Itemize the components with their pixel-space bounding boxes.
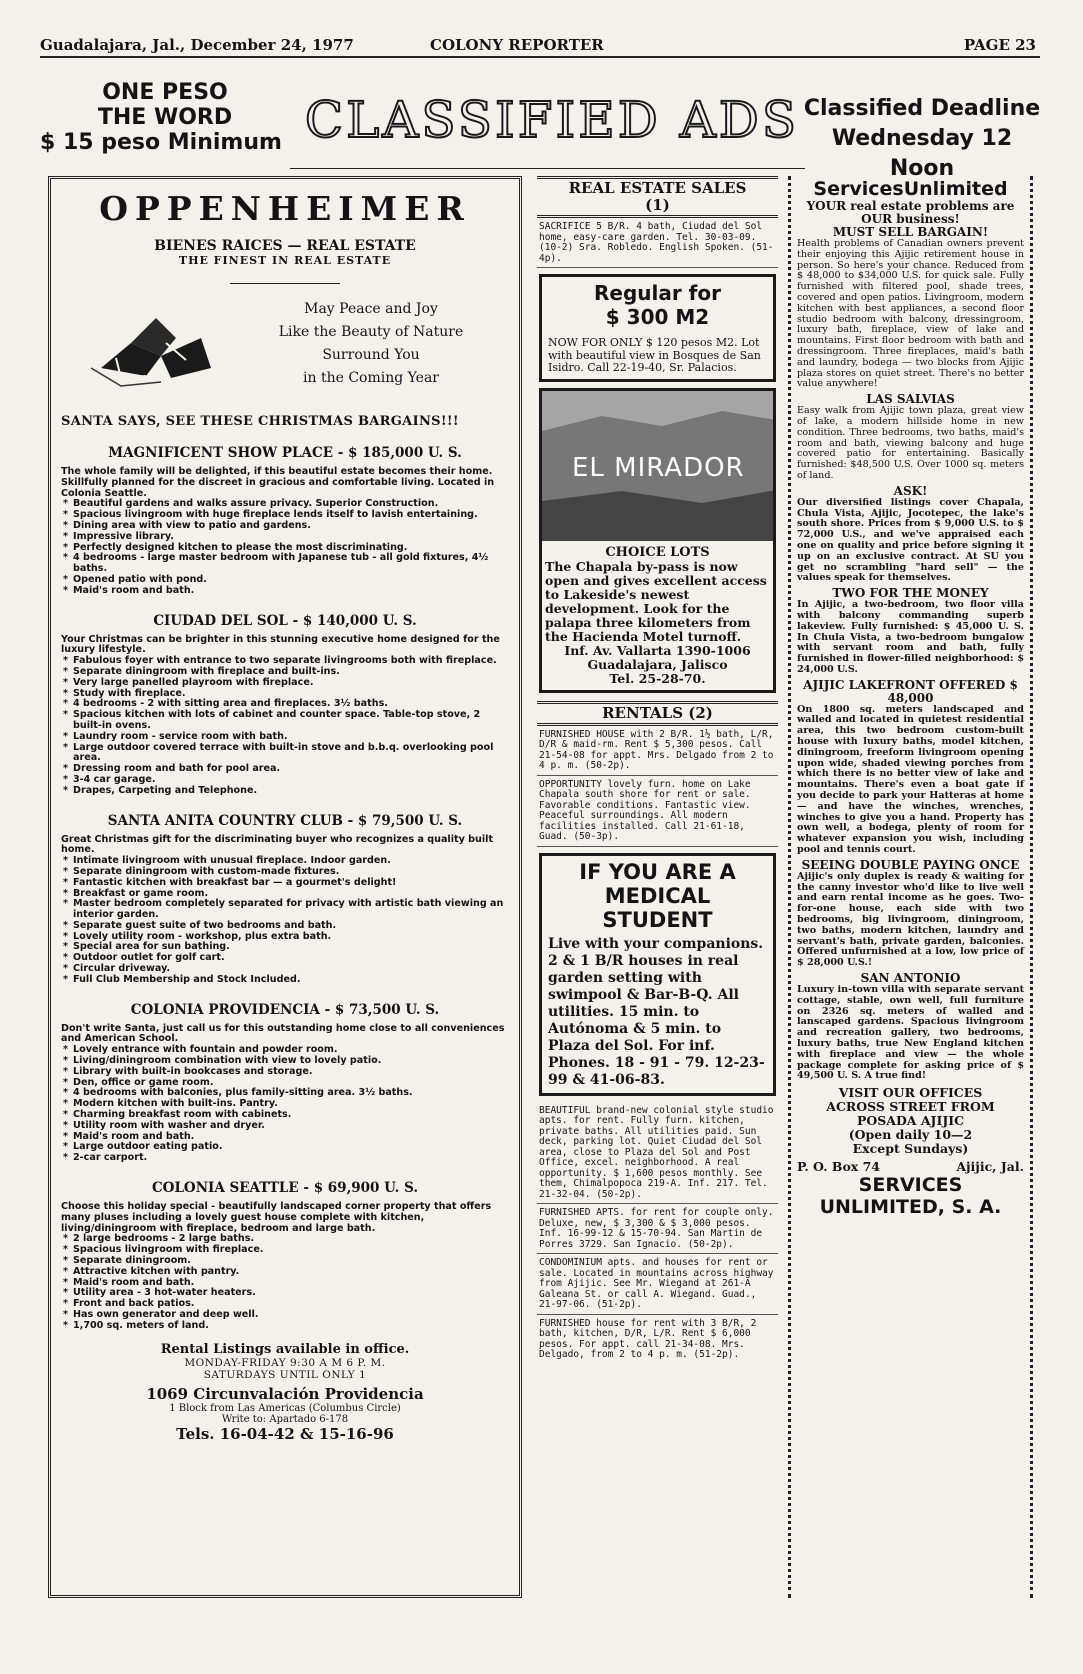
masthead-paper: COLONY REPORTER <box>430 36 604 54</box>
feature-item: * Very large panelled playroom with fireplace. <box>61 678 509 689</box>
classified-rental: FURNISHED house for rent with 3 B/R, 2 bath, kitchen, D/R, L/R. Rent $ 6,000 pesos. For appt. call 21-34-08. Mrs. Delgado, from 2 to 4 p. m. (51-2p). <box>539 1317 757 1360</box>
office-footer <box>61 1342 509 1443</box>
feature-item: * Master bedroom completely separated for privacy with artistic bath viewing an interior garden. <box>61 899 509 921</box>
property-description: Choose this holiday special - beautifully landscaped corner property that offers many pluses including a lovely guest house complete with kitchen, living/diningroom with fireplace, bedroom and large bath. <box>61 1201 492 1234</box>
feature-item: * Special area for sun bathing. <box>61 942 509 953</box>
property-features <box>61 1234 509 1331</box>
feature-item: * Maid's room and bath. <box>61 586 509 597</box>
mirador-address: Inf. Av. Vallarta 1390-1006 <box>564 642 751 658</box>
oppenheimer-ad <box>48 176 522 1598</box>
property-features <box>61 656 509 796</box>
feature-item: * Modern kitchen with built-ins. Pantry. <box>61 1099 509 1110</box>
listing-text: Easy walk from Ajijic town plaza, great view of lake, a modern hillside home in new condition. Three bedrooms, two baths, maid's room and bath, viewing balcony and huge covered patio for entertaining. Basically furnished: $48,500 U.S. Over 1000 sq. meters of land. <box>797 405 1024 481</box>
feature-item: * Breakfast or game room. <box>61 889 509 900</box>
must-sell: MUST SELL BARGAIN! <box>832 225 989 239</box>
rate-box <box>40 80 290 155</box>
visit-line: ACROSS STREET FROM <box>826 1099 995 1115</box>
property-description: Great Christmas gift for the discriminating buyer who recognizes a quality built home. <box>61 833 494 856</box>
visit-line: Except Sundays) <box>852 1141 969 1157</box>
feature-item: * Separate diningroom with custom-made fixtures. <box>61 867 509 878</box>
deadline-line-2: Wednesday 12 Noon <box>831 126 1013 181</box>
visit-line: VISIT OUR OFFICES <box>838 1085 983 1101</box>
footer-rental: Rental Listings available in office. <box>160 1341 410 1357</box>
property-title: COLONIA PROVIDENCIA - $ 73,500 U. S. <box>130 1001 440 1018</box>
listing-heading: AJIJIC LAKEFRONT OFFERED $ 48,000 <box>803 677 1018 705</box>
property-listings <box>61 445 509 1332</box>
feature-item: * Fabulous foyer with entrance to two separate livingrooms both with fireplace. <box>61 656 509 667</box>
mirador-ad <box>539 388 776 693</box>
property-description: Don't write Santa, just call us for this outstanding home close to all conveniences and American School. <box>61 1022 505 1045</box>
classified-rental: FURNISHED APTS. for rent for couple only. Deluxe, new, $ 3,300 & $ 3,000 pesos. Inf. 16-99-12 & 15-70-94. San Martin de Porres 3729. San Ignacio. (50-2p). <box>537 1204 778 1254</box>
feature-item: * Den, office or game room. <box>61 1078 509 1089</box>
greeting-line: Surround You <box>322 347 420 363</box>
rate-line-2: THE WORD <box>97 105 233 130</box>
feature-item: * Large outdoor eating patio. <box>61 1142 509 1153</box>
footer-address: 1069 Circunvalación Providencia <box>146 1384 424 1403</box>
property-features <box>61 856 509 986</box>
feature-item: * 4 bedrooms - large master bedroom with Japanese tub - all gold fixtures, 4½ baths. <box>61 553 509 575</box>
listing-text: Luxury in-town villa with separate servant cottage, stable, own well, full furniture on 2326 sq. meters of walled and lanscaped gardens. Spacious livingroom and recreation gallery, two bedrooms, luxury baths, true New England kitchen with fireplace and view — the whole package complete for asking price of $ 49,500 U. S. A true find! <box>797 984 1024 1082</box>
feature-item: * Separate diningroom with fireplace and built-ins. <box>61 667 509 678</box>
rentals-header: RENTALS (2) <box>537 701 778 726</box>
medical-student-ad <box>539 853 776 1096</box>
feature-item: * 3-4 car garage. <box>61 775 509 786</box>
feature-item: * 4 bedrooms with balconies, plus family-sitting area. 3½ baths. <box>61 1088 509 1099</box>
feature-item: * Spacious livingroom with fireplace. <box>61 1245 509 1256</box>
feature-item: * 1,700 sq. meters of land. <box>61 1321 509 1332</box>
feature-item: * Intimate livingroom with unusual fireplace. Indoor garden. <box>61 856 509 867</box>
footer-block: 1 Block from Las Americas (Columbus Circle) <box>169 1402 401 1414</box>
feature-item: * Maid's room and bath. <box>61 1278 509 1289</box>
visit-offices <box>797 1086 1024 1156</box>
header-label: REAL ESTATE SALES <box>568 179 747 197</box>
feature-item: * Laundry room - service room with bath. <box>61 732 509 743</box>
listing-heading: TWO FOR THE MONEY <box>832 586 989 601</box>
feature-item: * Outdoor outlet for golf cart. <box>61 953 509 964</box>
services-footer-2: UNLIMITED, S. A. <box>819 1196 1002 1219</box>
feature-item: * Utility room with washer and dryer. <box>61 1121 509 1132</box>
greeting-line: Like the Beauty of Nature <box>278 324 464 340</box>
mirador-text: The Chapala by-pass is now open and gives excellent access to Lakeside's newest development. Look for the palapa three kilometers from the Hacienda Motel turnoff. <box>545 558 767 644</box>
classified-rental: FURNISHED HOUSE with 2 B/R. 1½ bath, L/R, D/R & maid-rm. Rent $ 5,300 pesos. Call 21-54-08 for appt. Mrs. Delgado from 2 to 4 p. m. (50-2p). <box>537 726 778 776</box>
footer-tels: Tels. 16-04-42 & 15-16-96 <box>176 1424 394 1443</box>
section-title: CLASSIFIED ADS <box>304 91 800 149</box>
feature-item: * Maid's room and bath. <box>61 1132 509 1143</box>
feature-item: * 4 bedrooms - 2 with sitting area and fireplaces. 3½ baths. <box>61 699 509 710</box>
po-box-line <box>797 1160 1024 1174</box>
services-footer-1: SERVICES <box>858 1174 963 1197</box>
classified-rental: BEAUTIFUL brand-new colonial style studio apts. for rent. Fully furn. kitchen, private baths. All utilities paid. Sun deck, parking lot. Quiet Ciudad del Sol area, close to Plaza del Sol and Post Office, excel. neighborhood. A real opportunity. $ 1,600 pesos monthly. See them, Chimalpopoca 219-A. Inf. 217. Tel. 21-32-04. (50-2p). <box>537 1102 778 1205</box>
feature-item: * Fantastic kitchen with breakfast bar — a gourmet's delight! <box>61 878 509 889</box>
middle-column <box>537 176 778 1598</box>
feature-item: * Full Club Membership and Stock Included. <box>61 975 509 986</box>
property-title: COLONIA SEATTLE - $ 69,900 U. S. <box>151 1180 419 1197</box>
footer-saturday: SATURDAYS UNTIL ONLY 1 <box>203 1368 367 1381</box>
feature-item: * Dressing room and bath for pool area. <box>61 764 509 775</box>
property-title: CIUDAD DEL SOL - $ 140,000 U. S. <box>153 612 417 629</box>
property-features <box>61 1045 509 1164</box>
po-box: P. O. Box 74 <box>797 1159 880 1175</box>
regular-text: NOW FOR ONLY $ 120 pesos M2. Lot with beautiful view in Bosques de San Isidro. Call 22-19-40, Sr. Palacios. <box>548 336 761 374</box>
med-head-2: MEDICAL <box>604 883 711 908</box>
intro: YOUR real estate problems are OUR business! <box>806 199 1015 226</box>
feature-item: * Beautiful gardens and walks assure privacy. Superior Construction. <box>61 499 509 510</box>
classified-rental: OPPORTUNITY lovely furn. home on Lake Chapala south shore for rent or sale. Favorable conditions. Fantastic view. Peaceful surroundings. All modern facilities installed. Call 21-61-18, Guad. (50-3p). <box>537 776 778 847</box>
feature-item: * Has own generator and deep well. <box>61 1310 509 1321</box>
masthead <box>40 36 1040 58</box>
regular-price: $ 300 M2 <box>605 305 710 329</box>
footer-hours: MONDAY-FRIDAY 9:30 A M 6 P. M. <box>184 1356 386 1369</box>
listing-text: Ajijic's only duplex is ready & waiting for the canny investor who'd like to live well and earn rental income as he goes. Two-for-one house, each side with two bedrooms, big livingroom, diningroom, two baths, modern kitchen, laundry and servant's bath, private garden, balconies. Offered unfurnished at a low, low price of $ 28,000 U.S.! <box>797 870 1024 969</box>
feature-item: * Lovely utility room - workshop, plus extra bath. <box>61 932 509 943</box>
classified-rental: CONDOMINIUM apts. and houses for rent or sale. Located in mountains across highway from Ajijic. See Mr. Wiegand at 261-A Galeana St. or call A. Wiegand. Guad., 21-97-06. (51-2p). <box>537 1254 778 1315</box>
property-features <box>61 499 509 596</box>
feature-item: * Charming breakfast room with cabinets. <box>61 1110 509 1121</box>
feature-item: * Study with fireplace. <box>61 689 509 700</box>
feature-item: * Circular driveway. <box>61 964 509 975</box>
med-text: Live with your companions. 2 & 1 B/R houses in real garden setting with swimpool & Bar-B-Q. All utilities. 15 min. to Autónoma & 5 min. to Plaza del Sol. For inf. Phones. 18 - 91 - 79. 12-23-99 & 41-06-83. <box>548 935 765 1088</box>
feature-item: * Library with built-in bookcases and storage. <box>61 1067 509 1078</box>
oppenheimer-sub-2: THE FINEST IN REAL ESTATE <box>178 254 392 267</box>
santa-headline: SANTA SAYS, SEE THESE CHRISTMAS BARGAINS!!! <box>61 414 459 429</box>
choice-lots: CHOICE LOTS <box>605 544 710 560</box>
greeting-line: in the Coming Year <box>303 370 439 386</box>
listing-heading: LAS SALVIAS <box>866 392 955 407</box>
property-description: The whole family will be delighted, if this beautiful estate becomes their home. Skillfully planned for the discreet in gracious and comfortable living. Located in Colonia Seattle. <box>61 466 495 499</box>
feature-item: * Large outdoor covered terrace with built-in stove and b.b.q. overlooking pool area. <box>61 743 509 765</box>
feature-item: * Dining area with view to patio and gardens. <box>61 521 509 532</box>
feature-item: * Front and back patios. <box>61 1299 509 1310</box>
feature-item: * Spacious kitchen with lots of cabinet and counter space. Table-top stove, 2 built-in ovens. <box>61 710 509 732</box>
greeting-text <box>261 298 481 408</box>
listing-text: Our diversified listings cover Chapala, Chula Vista, Ajijic, Jocotepec, the lake's south shore. Prices from $ 9,000 U.S. to $ 72,000 U.S., and we've appraised each one on quality and price before signing it up on an exclusive contract. At SU you get no scrambling "hard sell" — the values speak for themselves. <box>797 496 1024 584</box>
feature-item: * Impressive library. <box>61 532 509 543</box>
mirador-label: EL MIRADOR <box>572 452 745 483</box>
listing-heading: SAN ANTONIO <box>860 971 961 986</box>
visit-line: (Open daily 10—2 <box>848 1127 973 1143</box>
med-head-1: IF YOU ARE A <box>579 859 736 884</box>
divider <box>230 283 340 284</box>
feature-item: * Perfectly designed kitchen to please the most discriminating. <box>61 543 509 554</box>
property-title: SANTA ANITA COUNTRY CLUB - $ 79,500 U. S. <box>107 812 463 829</box>
poinsettia-illustration <box>61 298 261 408</box>
listing-text: On 1800 sq. meters landscaped and walled and located in quietest residential area, this two bedroom custom-built house with luxury baths, model kitchen, diningroom, freeform livingroom opening upon wide, shaded viewing porches from which there is no better view of lake and mountains. There's even a boat gate if you decide to park your Hatteras at home — and have the winches, wrenches, winches to give you a hand. Property has own well, a bodega, plenty of room for whatever expansion you wish, including pool and tennis court. <box>797 703 1024 856</box>
masthead-date: Guadalajara, Jal., December 24, 1977 <box>40 36 354 54</box>
feature-item: * Separate guest suite of two bedrooms and bath. <box>61 921 509 932</box>
po-city: Ajijic, Jal. <box>956 1159 1024 1175</box>
mirador-photo <box>542 391 773 541</box>
feature-item: * 2-car carport. <box>61 1153 509 1164</box>
oppenheimer-sub-1: BIENES RAICES — REAL ESTATE <box>154 238 416 254</box>
classified-banner <box>40 80 1041 181</box>
rate-line-3: $ 15 peso Minimum <box>40 130 282 155</box>
mirador-city: Guadalajara, Jalisco <box>587 656 728 672</box>
feature-item: * 2 large bedrooms - 2 large baths. <box>61 1234 509 1245</box>
greeting-line: May Peace and Joy <box>304 301 438 317</box>
deadline-line-1: Classified Deadline <box>803 96 1041 121</box>
listing-heading: SEEING DOUBLE PAYING ONCE <box>801 857 1020 872</box>
visit-line: POSADA AJIJIC <box>856 1113 965 1129</box>
rate-line-1: ONE PESO <box>102 80 228 105</box>
listing-heading: ASK! <box>893 483 928 498</box>
feature-item: * Attractive kitchen with pantry. <box>61 1267 509 1278</box>
med-head-3: STUDENT <box>602 907 713 932</box>
services-title: ServicesUnlimited <box>813 178 1008 200</box>
property-title: MAGNIFICENT SHOW PLACE - $ 185,000 U. S. <box>108 445 462 461</box>
feature-item: * Living/diningroom combination with view to lovely patio. <box>61 1056 509 1067</box>
greeting-block <box>61 298 509 408</box>
masthead-page: PAGE 23 <box>963 36 1036 54</box>
feature-item: * Lovely entrance with fountain and powder room. <box>61 1045 509 1056</box>
listing-text: In Ajijic, a two-bedroom, two floor villa with balcony commanding superb lakeview. Fully furnished: $ 45,000 U. S. In Chula Vista, a two-bedroom bungalow with servant room and bath, fully furnished in flower-filled neighborhood: $ 24,000 U.S. <box>797 599 1024 675</box>
banner-rule <box>290 168 805 169</box>
feature-item: * Drapes, Carpeting and Telephone. <box>61 786 509 797</box>
feature-item: * Spacious livingroom with huge fireplace lends itself to lavish entertaining. <box>61 510 509 521</box>
classified-sacrifice: SACRIFICE 5 B/R. 4 bath, Ciudad del Sol home, easy-care garden. Tel. 30-03-09. (10-2) Sra. Robledo. English Spoken. (51-4p). <box>537 218 778 268</box>
listing-text: Health problems of Canadian owners prevent their enjoying this Ajijic retirement house in person. So here's your chance. Reduced from $ 48,000 to $34,000 U.S. for quick sale. Fully furnished with filtered pool, shade trees, covered and open patios. Livingroom, modern kitchen with best appliances, a second floor studio bedroom with balcony, dressingroom, luxury bath, fireplace, view of lake and mountains. First floor bedroom with bath and dressingroom. Three fireplaces, maid's bath and laundry, bodega — two blocks from Ajijic plaza stores on quiet street. There's no better value anywhere! <box>797 238 1024 390</box>
oppenheimer-name: OPPENHEIMER <box>99 189 471 228</box>
feature-item: * Separate diningroom. <box>61 1256 509 1267</box>
deadline-box <box>802 94 1042 184</box>
mirador-phone: Tel. 25-28-70. <box>609 670 706 686</box>
feature-item: * Opened patio with pond. <box>61 575 509 586</box>
feature-item: * Utility area - 3 hot-water heaters. <box>61 1288 509 1299</box>
regular-head: Regular for <box>593 281 721 305</box>
header-number: (1) <box>645 196 670 214</box>
real-estate-header <box>537 176 778 218</box>
services-unlimited-ad <box>788 176 1033 1598</box>
footer-write: Write to: Apartado 6-178 <box>221 1413 349 1425</box>
regular-lot-ad <box>539 274 776 382</box>
property-description: Your Christmas can be brighter in this stunning executive home designed for the luxury lifestyle. <box>61 633 500 656</box>
